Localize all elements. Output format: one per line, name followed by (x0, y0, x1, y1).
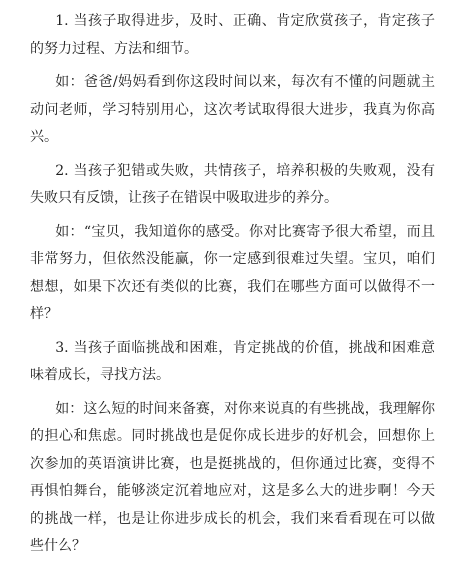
example-2-paragraph: 如：“宝贝，我知道你的感受。你对比赛寄予很大希望，而且非常努力，但依然没能赢，你一定感到很难过失望。宝贝，咱们想想，如果下次还有类似的比赛，我们在哪些方面可以做得不一样？ (30, 223, 435, 322)
point-1-paragraph: 1. 当孩子取得进步，及时、正确、肯定欣赏孩子，肯定孩子的努力过程、方法和细节。 (30, 13, 435, 57)
point-3-paragraph: 3. 当孩子面临挑战和困难，肯定挑战的价值，挑战和困难意味着成长，寻找方法。 (30, 339, 435, 383)
example-3-paragraph: 如：这么短的时间来备赛，对你来说真的有些挑战，我理解你的担心和焦虑。同时挑战也是促你成长进步的好机会，回想你上次参加的英语演讲比赛，也是挺挑战的，但你通过比赛，变得不再惧怕舞台，能够淡定沉着地应对，这是多么大的进步啊！今天的挑战一样，也是让你进步成长的机会，我们来看看现在可以做些什么？ (30, 400, 435, 554)
point-2-paragraph: 2. 当孩子犯错或失败，共情孩子，培养积极的失败观，没有失败只有反馈，让孩子在错误中吸取进步的养分。 (30, 162, 435, 206)
example-1-paragraph: 如：爸爸/妈妈看到你这段时间以来，每次有不懂的问题就主动问老师，学习特别用心，这次考试取得很大进步，我真为你高兴。 (30, 74, 435, 145)
